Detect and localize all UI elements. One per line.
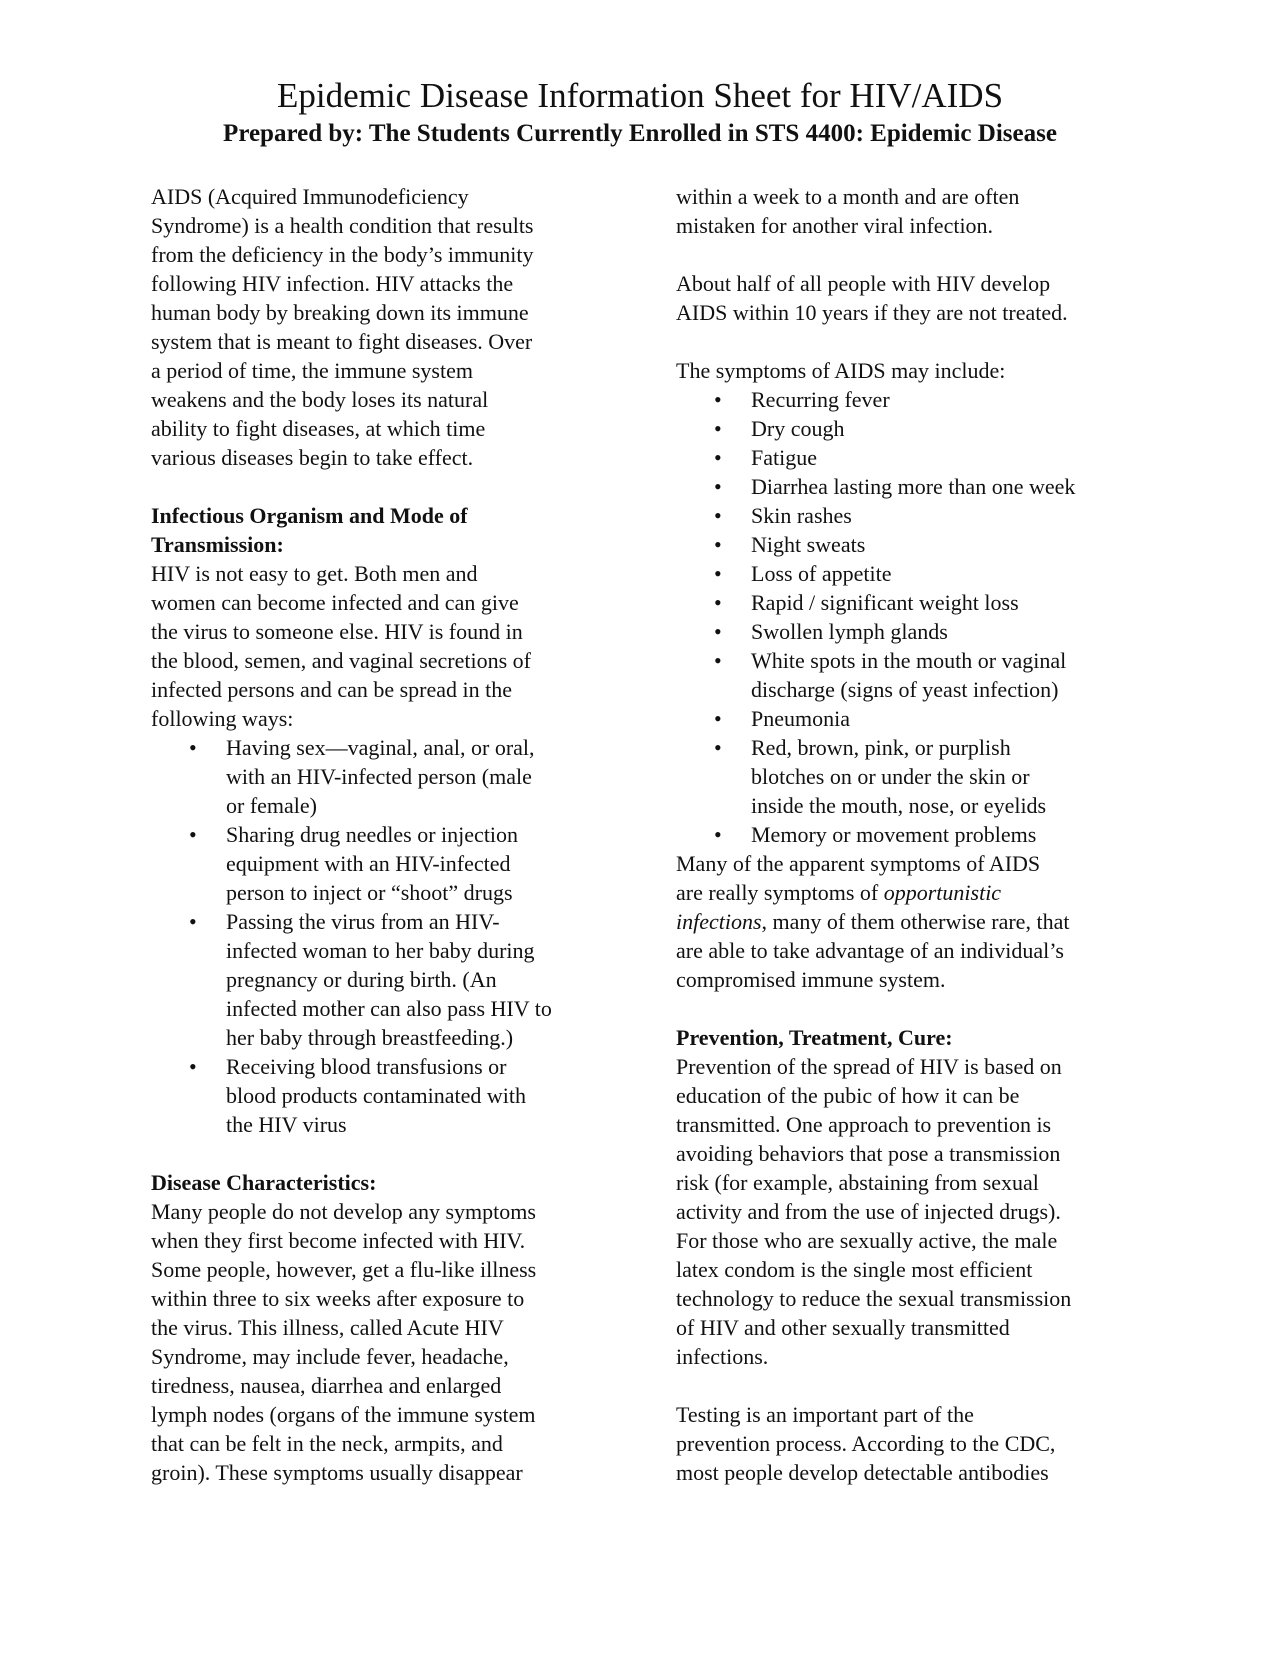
- transmission-paragraph: [151, 559, 606, 733]
- opportunistic-line: [676, 907, 1146, 936]
- text-line: following ways:: [151, 706, 294, 731]
- text-line: infections.: [676, 1344, 769, 1369]
- symptoms-intro: The symptoms of AIDS may include:: [676, 358, 1006, 383]
- text-line: AIDS within 10 years if they are not treated.: [676, 300, 1068, 325]
- bullet-item: [676, 646, 1146, 704]
- text-line: the blood, semen, and vaginal secretions of: [151, 648, 532, 673]
- bullet-marker: •: [714, 822, 722, 847]
- text-line: For those who are sexually active, the male: [676, 1228, 1058, 1253]
- text-line: human body by breaking down its immune: [151, 300, 529, 325]
- text-line: Transmission:: [151, 532, 284, 557]
- bullet-item: [676, 820, 1146, 849]
- bullet-text: Recurring fever: [751, 387, 890, 412]
- intro-paragraph: [151, 182, 606, 472]
- characteristics-paragraph: [151, 1197, 606, 1487]
- prevention-heading: Prevention, Treatment, Cure:: [676, 1025, 953, 1050]
- bullet-item: [676, 385, 1146, 414]
- bullet-text: with an HIV-infected person (male: [226, 764, 532, 789]
- bullet-text: Diarrhea lasting more than one week: [751, 474, 1076, 499]
- bullet-text: Having sex—vaginal, anal, or oral,: [226, 735, 535, 760]
- bullet-text: inside the mouth, nose, or eyelids: [751, 793, 1047, 818]
- bullet-text: Dry cough: [751, 416, 845, 441]
- text-line: Prevention of the spread of HIV is based on: [676, 1054, 1062, 1079]
- bullet-text: Pneumonia: [751, 706, 850, 731]
- text-line: from the deficiency in the body’s immunity: [151, 242, 534, 267]
- bullet-text: equipment with an HIV-infected: [226, 851, 511, 876]
- bullet-marker: •: [714, 706, 722, 731]
- right-column: [676, 182, 1146, 1487]
- text-line: About half of all people with HIV develop: [676, 271, 1051, 296]
- text-line: Many people do not develop any symptoms: [151, 1199, 536, 1224]
- bullet-text: Loss of appetite: [751, 561, 892, 586]
- bullet-text: pregnancy or during birth. (An: [226, 967, 497, 992]
- text-line: lymph nodes (organs of the immune system: [151, 1402, 536, 1427]
- text-line: activity and from the use of injected drugs).: [676, 1199, 1061, 1224]
- bullet-item: [676, 559, 1146, 588]
- bullet-text: blood products contaminated with: [226, 1083, 526, 1108]
- bullet-item: [676, 530, 1146, 559]
- text-line: when they first become infected with HIV.: [151, 1228, 526, 1253]
- bullet-text: person to inject or “shoot” drugs: [226, 880, 513, 905]
- bullet-item: [676, 414, 1146, 443]
- text-line: weakens and the body loses its natural: [151, 387, 489, 412]
- bullet-marker: •: [714, 474, 722, 499]
- text-line: transmitted. One approach to prevention is: [676, 1112, 1052, 1137]
- text-line: infected persons and can be spread in the: [151, 677, 513, 702]
- bullet-text: the HIV virus: [226, 1112, 347, 1137]
- bullet-item: [151, 733, 606, 820]
- bullet-text: Sharing drug needles or injection: [226, 822, 519, 847]
- page-title: Epidemic Disease Information Sheet for HIV/AIDS: [276, 76, 1004, 115]
- bullet-text: Red, brown, pink, or purplish: [751, 735, 1011, 760]
- text-line: that can be felt in the neck, armpits, and: [151, 1431, 503, 1456]
- text-line: Testing is an important part of the: [676, 1402, 974, 1427]
- aids-onset-paragraph: [676, 269, 1146, 327]
- text-line: system that is meant to fight diseases. Over: [151, 329, 533, 354]
- bullet-item: [676, 501, 1146, 530]
- text-line: Syndrome) is a health condition that results: [151, 213, 534, 238]
- prevention-paragraph: [676, 1052, 1146, 1371]
- bullet-marker: •: [714, 445, 722, 470]
- bullet-item: [676, 704, 1146, 733]
- bullet-marker: •: [714, 590, 722, 615]
- bullet-item: [676, 472, 1146, 501]
- text-line: of HIV and other sexually transmitted: [676, 1315, 1010, 1340]
- left-column: [151, 182, 606, 1487]
- page-subtitle: Prepared by: The Students Currently Enrolled in STS 4400: Epidemic Disease: [223, 120, 1057, 147]
- bullet-marker: •: [714, 416, 722, 441]
- bullet-text: infected woman to her baby during: [226, 938, 535, 963]
- testing-paragraph: [676, 1400, 1146, 1487]
- bullet-text: Skin rashes: [751, 503, 852, 528]
- bullet-item: [676, 733, 1146, 820]
- bullet-text: Fatigue: [751, 445, 817, 470]
- opportunistic-text: are really symptoms of: [676, 880, 884, 905]
- bullet-text: blotches on or under the skin or: [751, 764, 1030, 789]
- bullet-text: Swollen lymph glands: [751, 619, 948, 644]
- text-line: groin). These symptoms usually disappear: [151, 1460, 523, 1485]
- text-line: the virus. This illness, called Acute HIV: [151, 1315, 504, 1340]
- bullet-text: infected mother can also pass HIV to: [226, 996, 552, 1021]
- text-line: ability to fight diseases, at which time: [151, 416, 486, 441]
- bullet-marker: •: [714, 387, 722, 412]
- bullet-marker: •: [189, 1054, 197, 1079]
- opportunistic-line: [676, 878, 1146, 907]
- text-line: women can become infected and can give: [151, 590, 519, 615]
- text-line: within three to six weeks after exposure to: [151, 1286, 525, 1311]
- text-line: following HIV infection. HIV attacks the: [151, 271, 514, 296]
- continuation-paragraph: [676, 182, 1146, 240]
- bullet-text: Receiving blood transfusions or: [226, 1054, 507, 1079]
- bullet-text: or female): [226, 793, 317, 818]
- text-line: prevention process. According to the CDC,: [676, 1431, 1056, 1456]
- transmission-ways-list: [151, 733, 606, 1139]
- bullet-marker: •: [189, 909, 197, 934]
- bullet-marker: •: [714, 532, 722, 557]
- bullet-marker: •: [189, 735, 197, 760]
- text-line: tiredness, nausea, diarrhea and enlarged: [151, 1373, 502, 1398]
- bullet-item: [676, 588, 1146, 617]
- opportunistic-emphasis: infections: [676, 909, 762, 934]
- bullet-text: her baby through breastfeeding.): [226, 1025, 514, 1050]
- opportunistic-emphasis: opportunistic: [883, 880, 1002, 905]
- text-line: Syndrome, may include fever, headache,: [151, 1344, 509, 1369]
- characteristics-heading: Disease Characteristics:: [151, 1170, 377, 1195]
- bullet-marker: •: [714, 561, 722, 586]
- opportunistic-paragraph: [676, 849, 1146, 994]
- bullet-text: discharge (signs of yeast infection): [751, 677, 1059, 702]
- bullet-text: White spots in the mouth or vaginal: [751, 648, 1067, 673]
- text-line: HIV is not easy to get. Both men and: [151, 561, 478, 586]
- opportunistic-line: are able to take advantage of an individual’s: [676, 938, 1064, 963]
- text-line: Infectious Organism and Mode of: [151, 503, 468, 528]
- text-line: technology to reduce the sexual transmission: [676, 1286, 1072, 1311]
- bullet-item: [676, 443, 1146, 472]
- bullet-marker: •: [189, 822, 197, 847]
- bullet-text: Night sweats: [751, 532, 866, 557]
- opportunistic-text: , many of them otherwise rare, that: [761, 909, 1070, 934]
- bullet-marker: •: [714, 648, 722, 673]
- text-line: mistaken for another viral infection.: [676, 213, 994, 238]
- text-line: education of the pubic of how it can be: [676, 1083, 1020, 1108]
- bullet-marker: •: [714, 735, 722, 760]
- bullet-marker: •: [714, 619, 722, 644]
- text-line: a period of time, the immune system: [151, 358, 473, 383]
- text-line: latex condom is the single most efficient: [676, 1257, 1033, 1282]
- transmission-heading: [151, 501, 606, 559]
- text-line: the virus to someone else. HIV is found in: [151, 619, 523, 644]
- text-line: risk (for example, abstaining from sexual: [676, 1170, 1039, 1195]
- opportunistic-line: Many of the apparent symptoms of AIDS: [676, 851, 1041, 876]
- bullet-text: Rapid / significant weight loss: [751, 590, 1019, 615]
- text-line: Some people, however, get a flu-like illness: [151, 1257, 537, 1282]
- text-line: most people develop detectable antibodies: [676, 1460, 1049, 1485]
- opportunistic-line: compromised immune system.: [676, 967, 946, 992]
- bullet-item: [151, 907, 606, 1052]
- text-line: AIDS (Acquired Immunodeficiency: [151, 184, 469, 209]
- bullet-item: [151, 1052, 606, 1139]
- text-line: within a week to a month and are often: [676, 184, 1020, 209]
- bullet-marker: •: [714, 503, 722, 528]
- bullet-item: [676, 617, 1146, 646]
- bullet-text: Memory or movement problems: [751, 822, 1037, 847]
- text-line: various diseases begin to take effect.: [151, 445, 474, 470]
- bullet-text: Passing the virus from an HIV-: [226, 909, 500, 934]
- bullet-item: [151, 820, 606, 907]
- text-line: avoiding behaviors that pose a transmission: [676, 1141, 1061, 1166]
- symptoms-list: [676, 385, 1146, 849]
